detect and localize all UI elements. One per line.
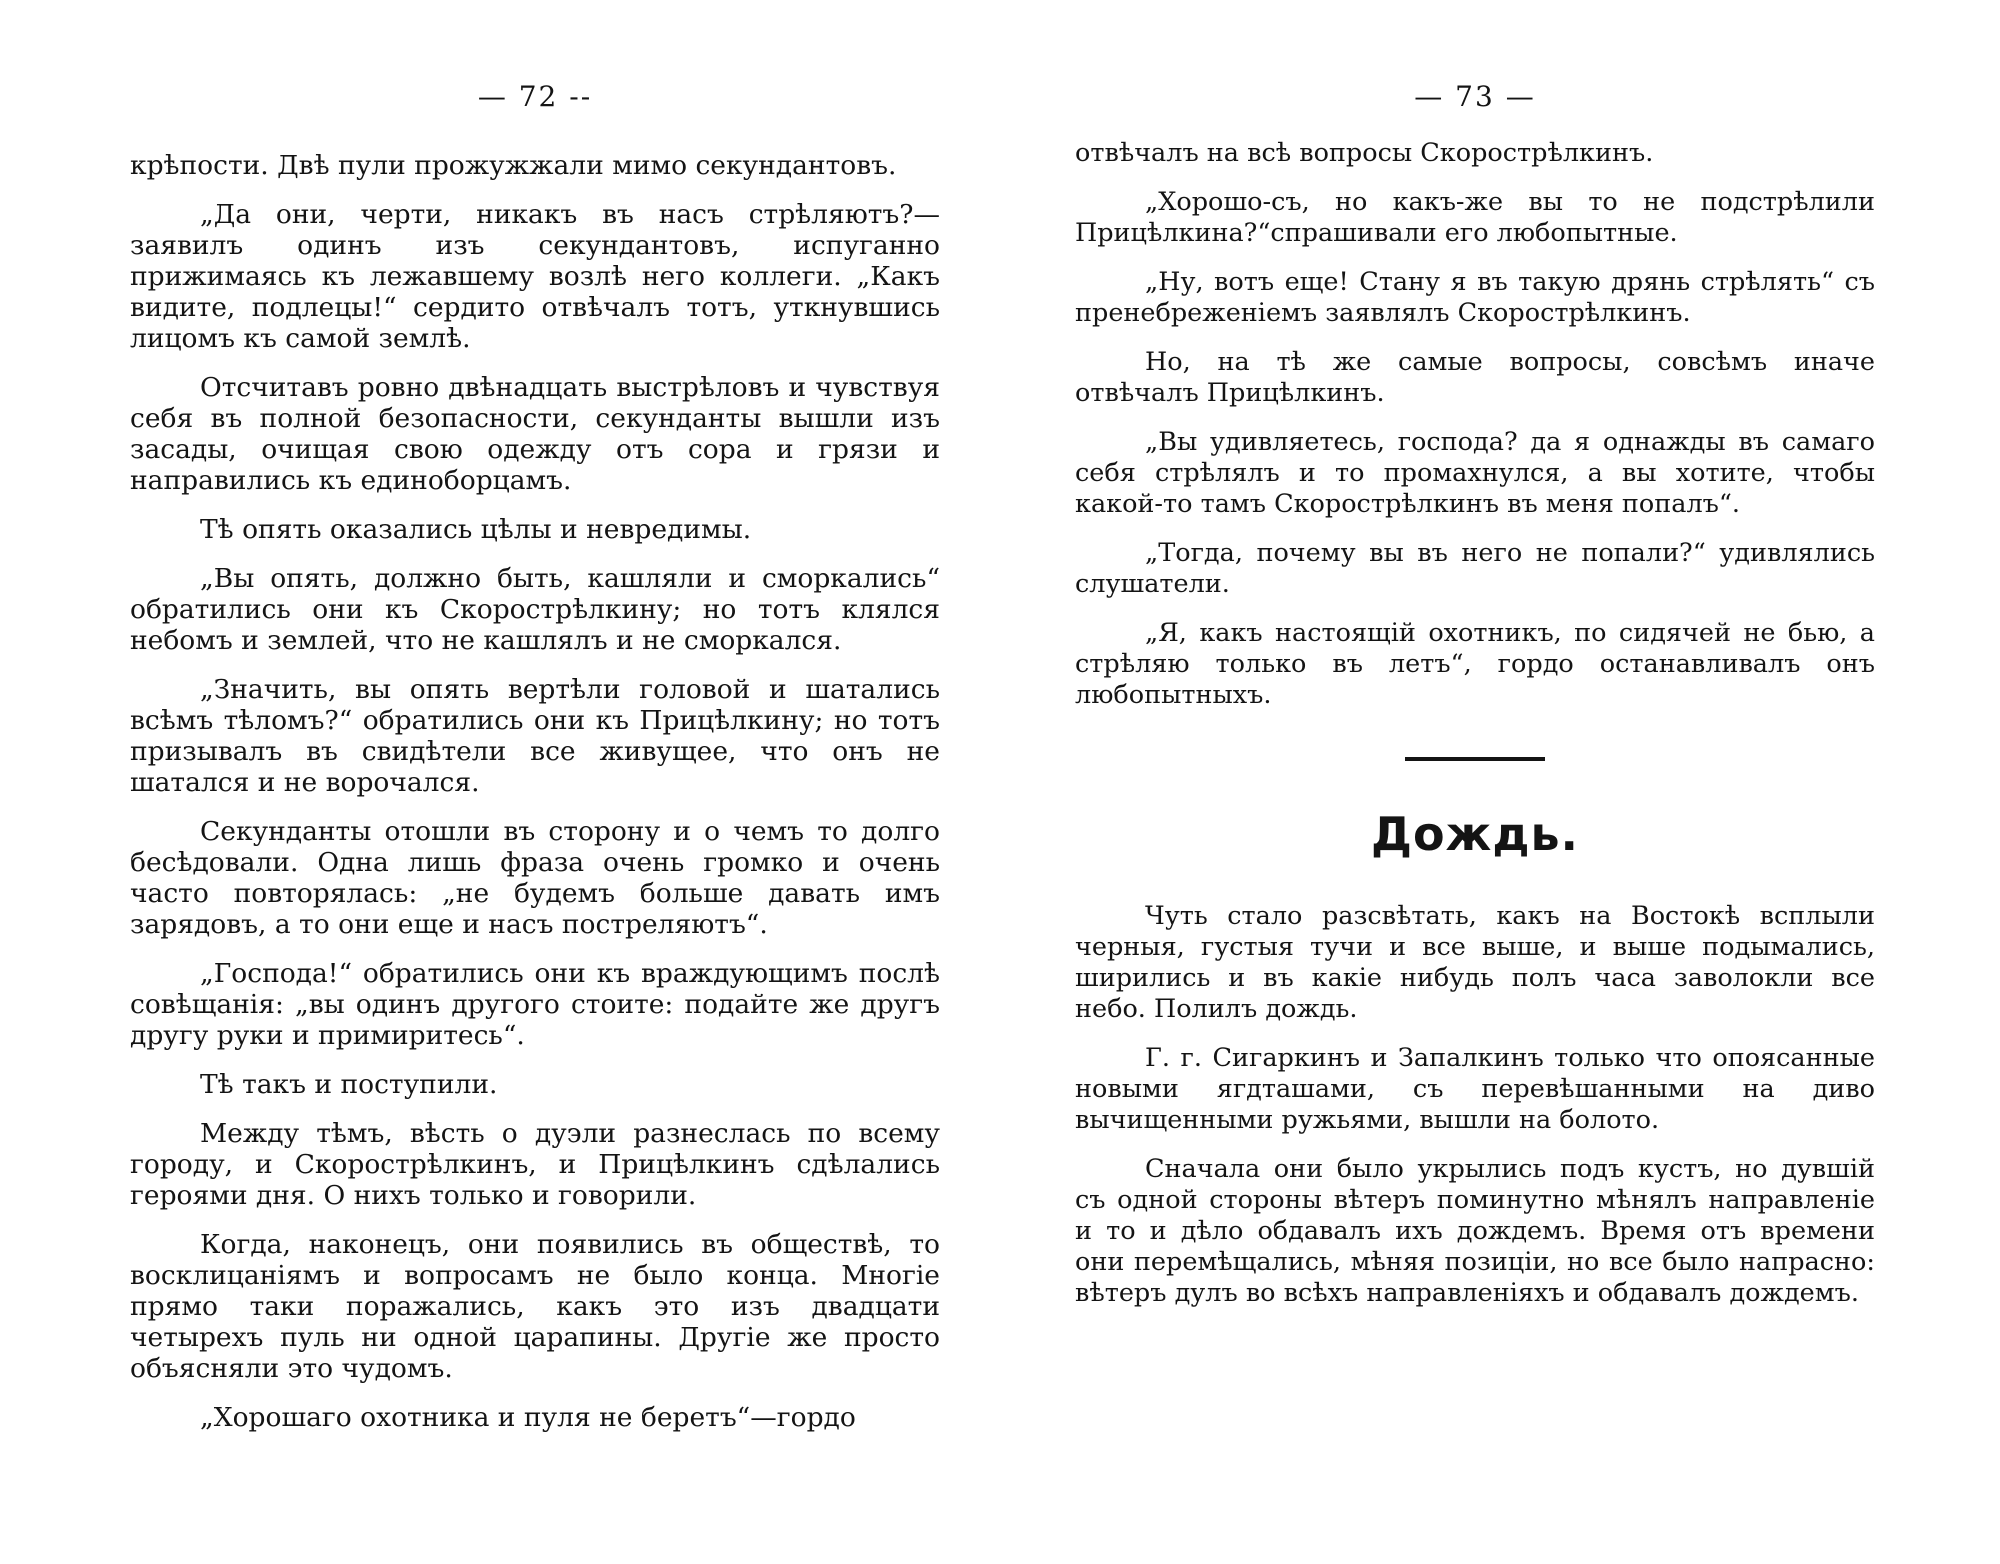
paragraph: „Господа!“ обратились они къ враждующимъ послѣ совѣщанія: „вы одинъ другого стоите: подайте же другъ другу руки и примиритесь“. <box>130 958 940 1051</box>
section-divider <box>1405 757 1545 761</box>
paragraph: „Хорошо-съ, но какъ-же вы то не подстрѣлили Прицѣлкина?“спрашивали его любопытные. <box>1075 187 1875 248</box>
paragraph: „Тогда, почему вы въ него не попали?“ удивлялись слушатели. <box>1075 538 1875 599</box>
paragraph: „Ну, вотъ еще! Стану я въ такую дрянь стрѣлять“ съ пренебреженіемъ заявлялъ Скорострѣлкинъ. <box>1075 267 1875 328</box>
paragraph: Сначала они было укрылись подъ кустъ, но дувшій съ одной стороны вѣтеръ поминутно мѣнялъ направленіе и то и дѣло обдавалъ ихъ дождемъ. Время отъ времени они перемѣщались, мѣняя позиціи, но все было напрасно: вѣтеръ дулъ во всѣхъ направленіяхъ и обдавалъ дождемъ. <box>1075 1154 1875 1308</box>
paragraph: Тѣ опять оказались цѣлы и невредимы. <box>200 514 752 545</box>
paragraph: „Хорошаго охотника и пуля не беретъ“—гордо <box>200 1402 856 1433</box>
paragraph: Когда, наконецъ, они появились въ обществѣ, то восклицаніямъ и вопросамъ не было конца. Многіе прямо таки поражались, какъ это изъ двадцати четырехъ пуль ни одной царапины. Другіе же просто объясняли это чудомъ. <box>130 1229 940 1384</box>
page-number-72: — 72 -- <box>477 80 593 113</box>
paragraph: крѣпости. Двѣ пули прожужжали мимо секундантовъ. <box>130 150 897 181</box>
paragraph: Отсчитавъ ровно двѣнадцать выстрѣловъ и чувствуя себя въ полной безопасности, секунданты вышли изъ засады, очищая свою одежду отъ сора и грязи и направились къ единоборцамъ. <box>130 372 940 496</box>
paragraph: „Значить, вы опять вертѣли головой и шатались всѣмъ тѣломъ?“ обратились они къ Прицѣлкину; но тотъ призывалъ въ свидѣтели все живущее, что онъ не шатался и не ворочался. <box>130 674 940 798</box>
paragraph: Но, на тѣ же самые вопросы, совсѣмъ иначе отвѣчалъ Прицѣлкинъ. <box>1075 347 1875 408</box>
paragraph: Тѣ такъ и поступили. <box>200 1069 498 1100</box>
left-page <box>130 0 940 1564</box>
right-page <box>1075 0 1875 1564</box>
paragraph: Секунданты отошли въ сторону и о чемъ то долго бесѣдовали. Одна лишь фраза очень громко и очень часто повторялась: „не будемъ больше давать имъ зарядовъ, а то они еще и насъ постреляютъ“. <box>130 816 940 940</box>
paragraph: отвѣчалъ на всѣ вопросы Скорострѣлкинъ. <box>1075 138 1654 168</box>
paragraph: Чуть стало разсвѣтать, какъ на Востокѣ всплыли черныя, густыя тучи и все выше, и выше подымались, ширились и въ какіе нибудь полъ часа заволокли все небо. Полилъ дождь. <box>1075 901 1875 1024</box>
left-page-text <box>130 150 940 1451</box>
right-page-text <box>1075 138 1875 1327</box>
paragraph: „Вы опять, должно быть, кашляли и сморкались“ обратились они къ Скорострѣлкину; но тотъ клялся небомъ и землей, что не кашлялъ и не сморкался. <box>130 563 940 656</box>
paragraph: „Я, какъ настоящій охотникъ, по сидячей не бью, а стрѣляю только въ летъ“, гордо останавливалъ онъ любопытныхъ. <box>1075 618 1875 710</box>
story-title: Дождь. <box>1370 807 1580 861</box>
paragraph: „Да они, черти, никакъ въ насъ стрѣляютъ?—заявилъ одинъ изъ секундантовъ, испуганно прижимаясь къ лежавшему возлѣ него коллеги. „Какъ видите, подлецы!“ сердито отвѣчалъ тотъ, уткнувшись лицомъ къ самой землѣ. <box>130 199 940 354</box>
page-number-73: — 73 — <box>1414 80 1536 113</box>
paragraph: Между тѣмъ, вѣсть о дуэли разнеслась по всему городу, и Скорострѣлкинъ, и Прицѣлкинъ сдѣлались героями дня. О нихъ только и говорили. <box>130 1118 940 1211</box>
paragraph: Г. г. Сигаркинъ и Запалкинъ только что опоясанные новыми ягдташами, съ перевѣшанными на диво вычищенными ружьями, вышли на болото. <box>1075 1043 1875 1135</box>
paragraph: „Вы удивляетесь, господа? да я однажды въ самаго себя стрѣлялъ и то промахнулся, а вы хотите, чтобы какой-то тамъ Скорострѣлкинъ въ меня попалъ“. <box>1075 427 1875 519</box>
